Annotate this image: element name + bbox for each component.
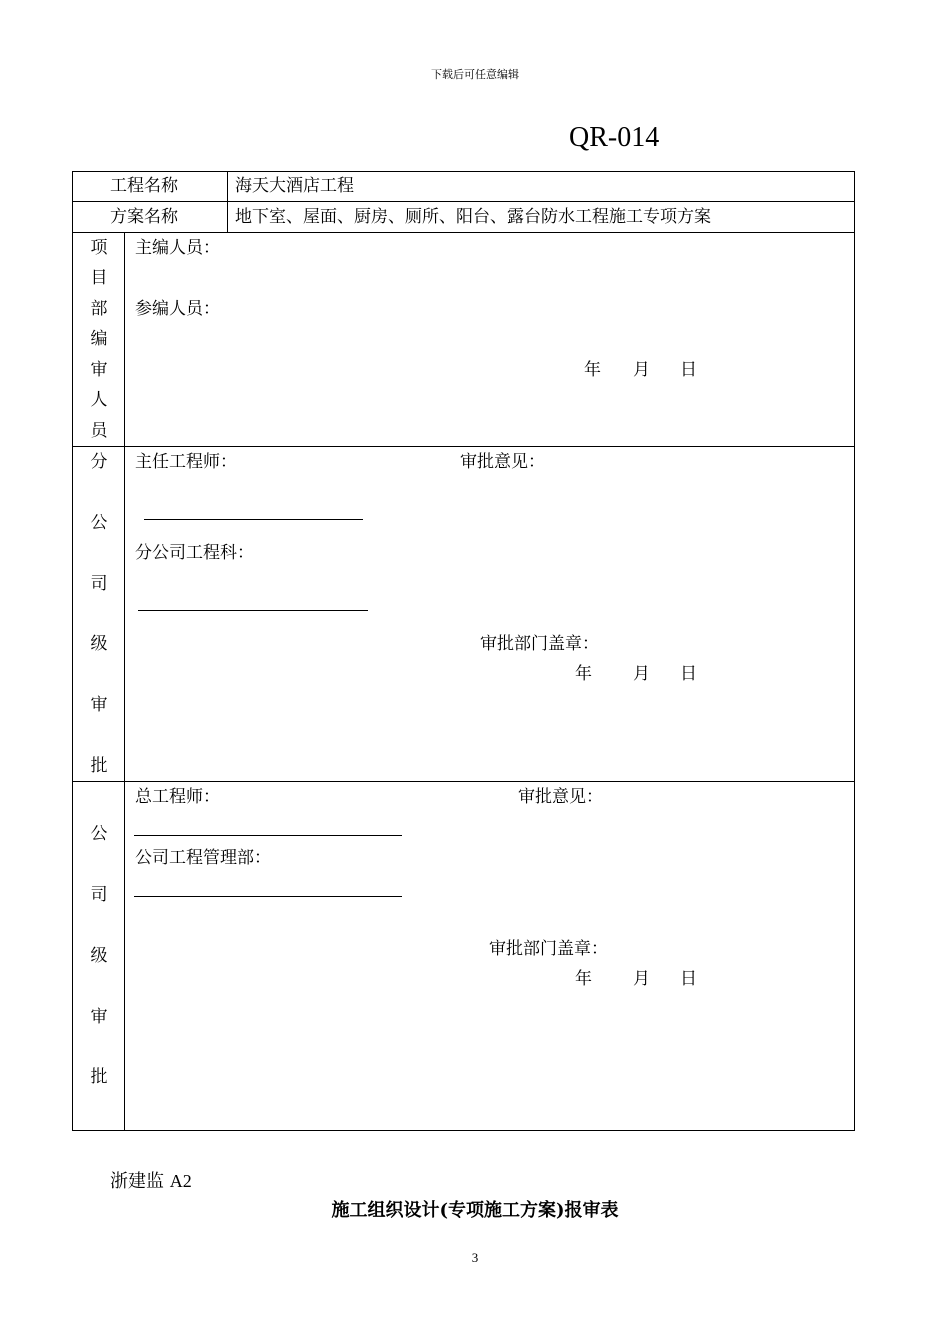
row-divider: [72, 446, 855, 447]
project-name-value: 海天大酒店工程: [235, 176, 354, 196]
date-year: 年: [575, 664, 592, 684]
signature-line: [144, 519, 363, 520]
side-char: 级: [90, 634, 108, 654]
side-char: 司: [90, 885, 108, 905]
side-char: 审: [90, 695, 108, 715]
next-form-label-cn: 浙建监: [110, 1171, 164, 1192]
branch-chief-engineer-label: 主任工程师：: [135, 452, 237, 472]
date-year: 年: [575, 969, 592, 989]
side-char: 人: [90, 390, 108, 410]
date-month: 月: [633, 360, 650, 380]
side-char: 编: [90, 329, 108, 349]
header-note: 下载后可任意编辑: [431, 68, 519, 81]
side-char: 员: [90, 421, 108, 441]
signature-line: [134, 835, 402, 836]
side-char: 分: [90, 452, 108, 472]
plan-name-label: 方案名称: [110, 207, 178, 227]
table-border-left: [72, 171, 73, 1131]
column-divider: [227, 171, 228, 233]
side-char: 项: [90, 238, 108, 258]
plan-name-value: 地下室、屋面、厨房、厕所、阳台、露台防水工程施工专项方案: [235, 207, 711, 227]
side-char: 批: [90, 756, 108, 776]
chief-editor-label: 主编人员：: [135, 238, 220, 258]
project-name-label: 工程名称: [110, 176, 178, 196]
side-char: 部: [90, 299, 108, 319]
table-border-top: [72, 171, 855, 172]
company-chief-engineer-label: 总工程师：: [135, 787, 220, 807]
table-border-right: [854, 171, 855, 1131]
side-char: 级: [90, 946, 108, 966]
column-divider: [124, 232, 125, 1131]
date-day: 日: [680, 664, 697, 684]
signature-line: [138, 610, 368, 611]
date-month: 月: [633, 969, 650, 989]
row-divider: [72, 201, 855, 202]
date-day: 日: [680, 969, 697, 989]
company-opinion-label: 审批意见：: [518, 787, 603, 807]
row-divider: [72, 232, 855, 233]
date-year: 年: [584, 360, 601, 380]
branch-opinion-label: 审批意见：: [460, 452, 545, 472]
company-dept-label: 公司工程管理部：: [135, 848, 271, 868]
side-char: 审: [90, 1007, 108, 1027]
table-border-bottom: [72, 1130, 855, 1131]
next-form-label-code: A2: [169, 1171, 192, 1191]
side-char: 公: [90, 513, 108, 533]
side-char: 公: [90, 824, 108, 844]
date-month: 月: [633, 664, 650, 684]
branch-dept-label: 分公司工程科：: [135, 543, 254, 563]
form-code: QR-014: [569, 122, 660, 153]
row-divider: [72, 781, 855, 782]
next-form-title: 施工组织设计(专项施工方案)报审表: [331, 1200, 619, 1221]
branch-seal-label: 审批部门盖章：: [480, 634, 599, 654]
side-char: 目: [90, 268, 108, 288]
side-char: 审: [90, 360, 108, 380]
side-char: 司: [90, 574, 108, 594]
next-form-label: [110, 1167, 192, 1193]
date-day: 日: [680, 360, 697, 380]
signature-line: [134, 896, 402, 897]
side-char: 批: [90, 1067, 108, 1087]
page-number: 3: [471, 1250, 479, 1265]
company-seal-label: 审批部门盖章：: [489, 939, 608, 959]
co-editor-label: 参编人员：: [135, 299, 220, 319]
